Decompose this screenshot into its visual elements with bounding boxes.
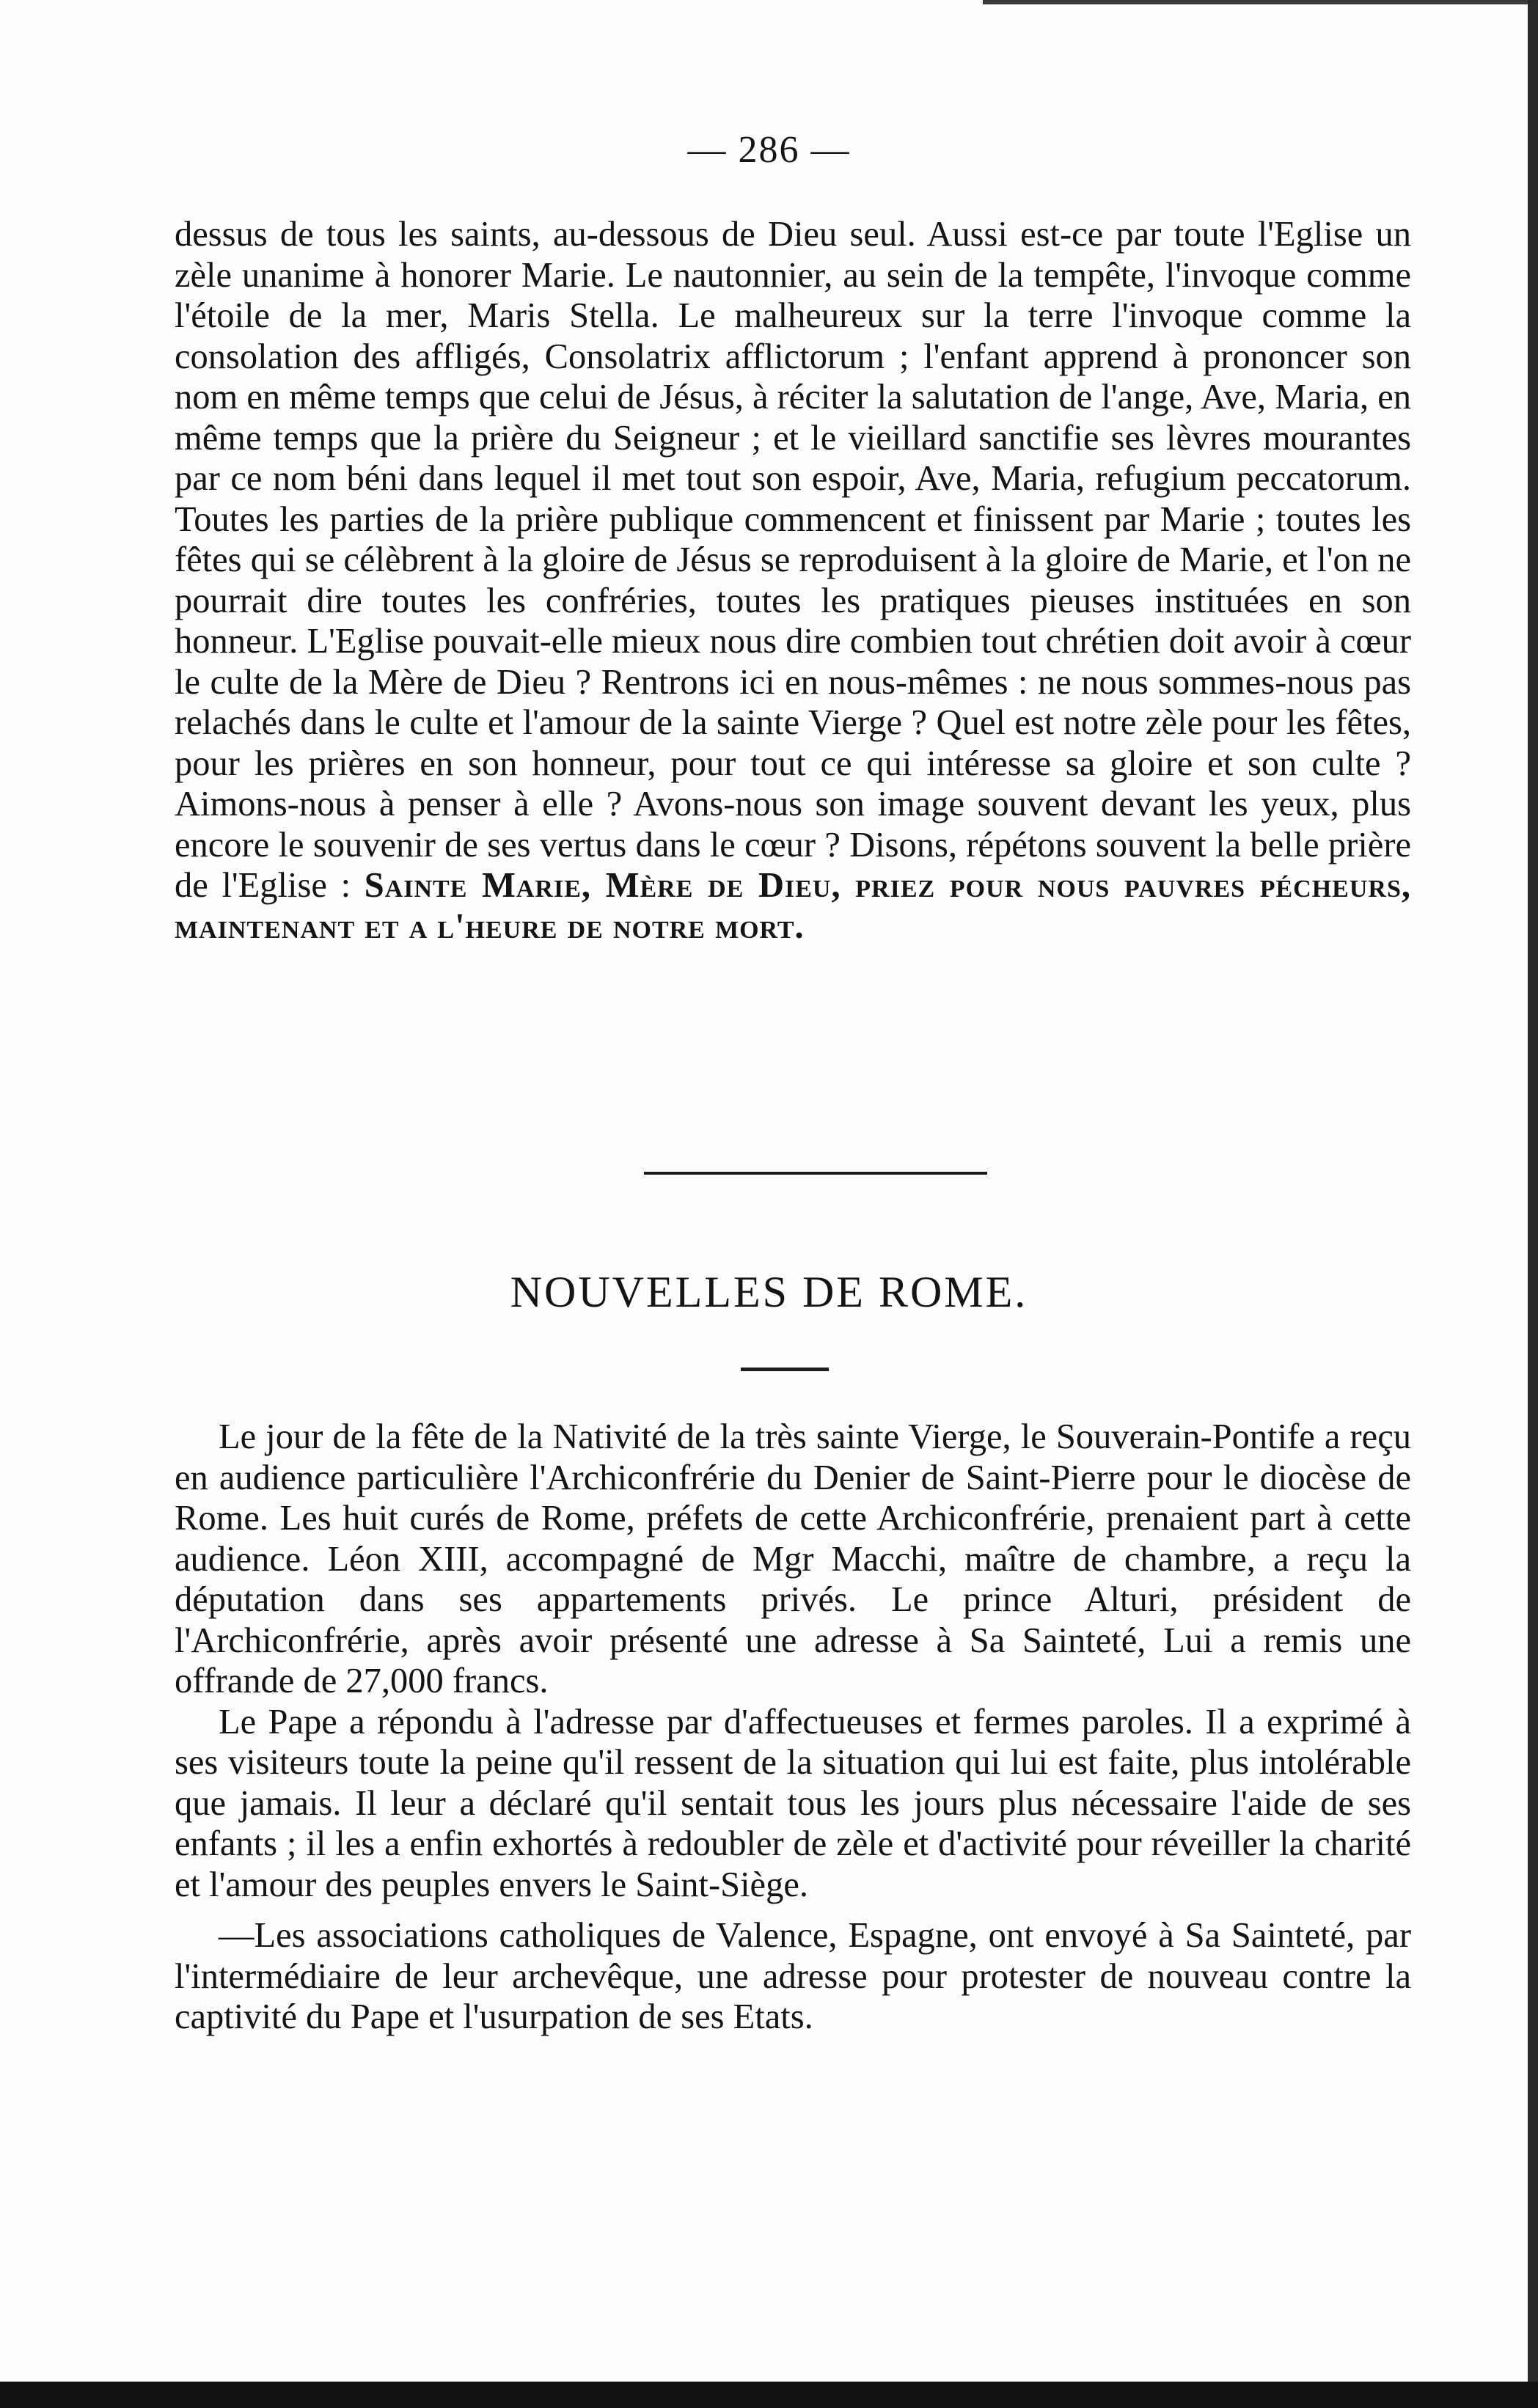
continuation-body: dessus de tous les saints, au-dessous de Dieu seul. Aussi est-ce par toute l'Eglise un zèle unanime à honorer Marie. Le nautonnier, au sein de la tempête, l'invoque comme l'étoile de la mer, Maris Stella. Le malheureux sur la terre l'invoque comme la consolation des affligés, Consolatrix afflictorum ; l'enfant apprend à prononcer son nom en même temps que celui de Jésus, à réciter la salutation de l'ange, Ave, Maria, en même temps que la prière du Seigneur ; et le vieillard sanctifie ses lèvres mourantes par ce nom béni dans lequel il met tout son espoir, Ave, Maria, refugium peccatorum. Toutes les parties de la prière publique commencent et finissent par Marie ; toutes les fêtes qui se célèbrent à la gloire de Jésus se reproduisent à la gloire de Marie, et l'on ne pourrait dire toutes les confréries, toutes les pratiques pieuses instituées en son honneur. L'Eglise pouvait-elle mieux nous dire combien tout chrétien doit avoir à cœur le culte de la Mère de Dieu ? Rentrons ici en nous-mêmes : ne nous sommes-nous pas relachés dans le culte et l'amour de la sainte Vierge ? Quel est notre zèle pour les fêtes, pour les prières en son honneur, pour tout ce qui intéresse sa gloire et son culte ? Aimons-nous à penser à elle ? Avons-nous son image souvent devant les yeux, plus encore le souvenir de ses vertus dans le cœur ? Disons, répétons souvent la belle prière de l'Eglise : [175, 215, 1411, 905]
scan-bottom-edge [0, 2382, 1538, 2408]
news-paragraph: Le jour de la fête de la Nativité de la très sainte Vierge, le Souverain-Pontife a reçu en audience particulière l'Archiconfrérie du Denier de Saint-Pierre pour le diocèse de Rome. Les huit curés de Rome, préfets de cette Archiconfrérie, prenaient part à cette audience. Léon XIII, accompagné de Mgr Macchi, maître de chambre, a reçu la députation dans ses appartements privés. Le prince Alturi, président de l'Archiconfrérie, après avoir présenté une adresse à Sa Sainteté, Lui a remis une offrande de 27,000 francs. [175, 1417, 1411, 1700]
page-number: — 286 — [687, 129, 851, 171]
continuation-text [175, 214, 1411, 947]
continuation-paragraph [175, 214, 1411, 947]
scan-top-edge [983, 0, 1538, 4]
scan-right-edge [1528, 0, 1538, 2408]
section-divider-rule [644, 1172, 987, 1175]
title-underline-rule [741, 1368, 829, 1371]
section-title: NOUVELLES DE ROME. [510, 1268, 1028, 1316]
news-paragraph: Le Pape a répondu à l'adresse par d'affectueuses et fermes paroles. Il a exprimé à ses visiteurs toute la peine qu'il ressent de la situation qui lui est faite, plus intolérable que jamais. Il leur a déclaré qu'il sentait tous les jours plus nécessaire l'aide de ses enfants ; il les a enfin exhortés à redoubler de zèle et d'activité pour réveiller la charité et l'amour des peuples envers le Saint-Siège. [175, 1702, 1411, 1904]
news-text [175, 1417, 1411, 2038]
news-paragraph: —Les associations catholiques de Valence, Espagne, ont envoyé à Sa Sainteté, par l'intermédiaire de leur archevêque, une adresse pour protester de nouveau contre la captivité du Pape et l'usurpation de ses Etats. [175, 1916, 1411, 2036]
prayer-text: Sainte Marie, Mère de Dieu, priez pour nous pauvres pécheurs, maintenant et a l'heure de notre mort. [175, 866, 1412, 946]
